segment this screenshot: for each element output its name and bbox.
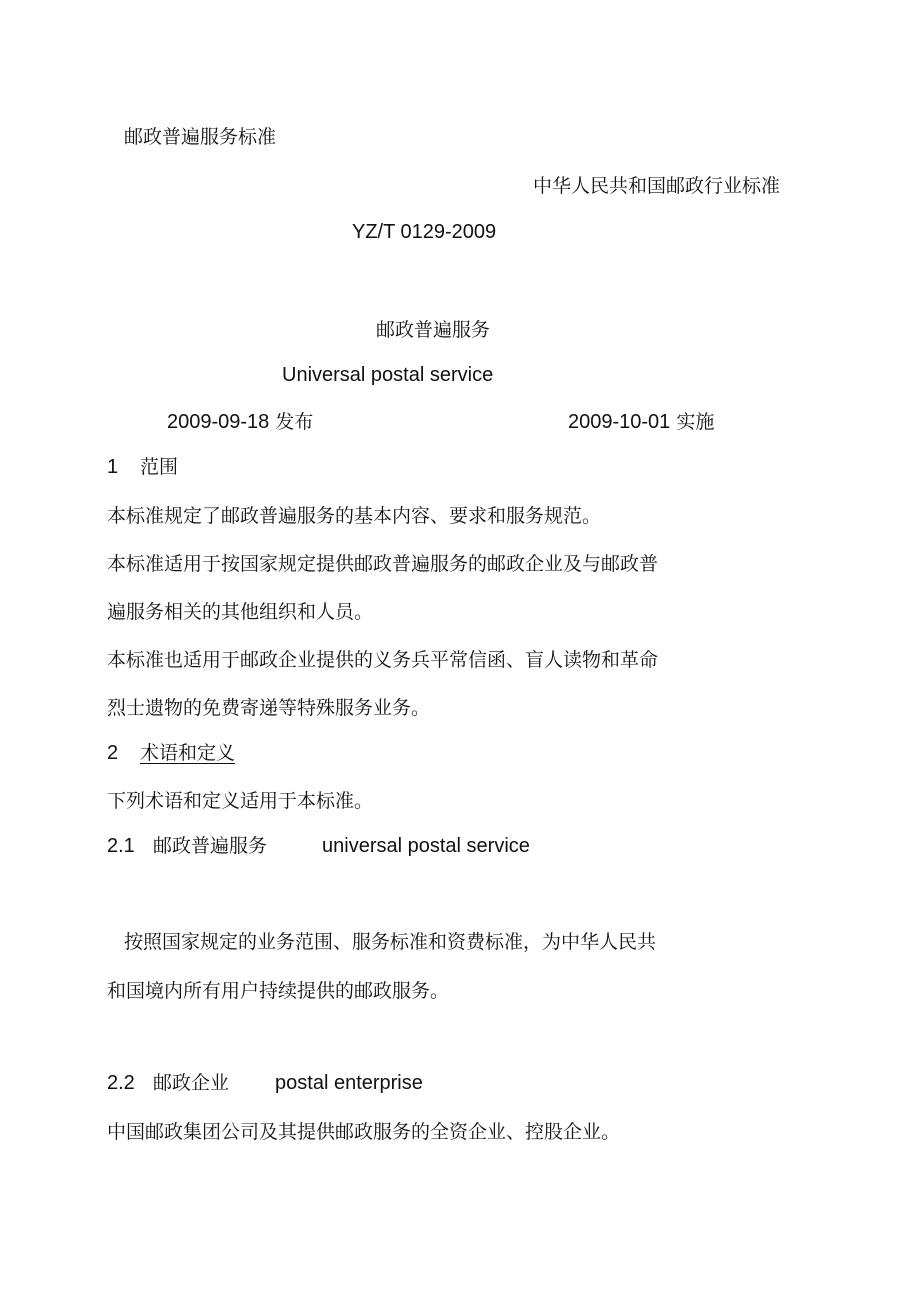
- term-2-2-number: 2.2: [107, 1072, 135, 1094]
- section-2-intro: 下列术语和定义适用于本标准。: [107, 790, 374, 812]
- section-1-paragraph-2-line-2: 遍服务相关的其他组织和人员。: [107, 601, 374, 623]
- effective-date-line: [568, 409, 714, 435]
- term-2-2-heading: [107, 1070, 423, 1096]
- document-short-title: 邮政普遍服务标准: [124, 126, 277, 148]
- term-2-2-chinese: 邮政企业: [153, 1072, 230, 1094]
- term-2-1-definition-line-2: 和国境内所有用户持续提供的邮政服务。: [107, 980, 450, 1002]
- term-2-1-english: universal postal service: [322, 835, 530, 857]
- effective-label: 实施: [676, 411, 715, 433]
- section-1-number: 1: [107, 456, 119, 478]
- section-1-paragraph-3-line-2: 烈士遗物的免费寄递等特殊服务业务。: [107, 697, 431, 719]
- section-1-paragraph-3-line-1: 本标准也适用于邮政企业提供的义务兵平常信函、盲人读物和革命: [107, 649, 659, 671]
- title-english: Universal postal service: [282, 364, 494, 386]
- term-2-2-definition-line-1: 中国邮政集团公司及其提供邮政服务的全资企业、控股企业。: [107, 1121, 621, 1143]
- section-1-heading: [107, 454, 178, 480]
- term-2-1-heading: [107, 833, 530, 859]
- term-2-1-number: 2.1: [107, 835, 135, 857]
- term-2-2-english: postal enterprise: [275, 1072, 423, 1094]
- industry-standard-label: 中华人民共和国邮政行业标准: [533, 175, 781, 197]
- issue-label: 发布: [275, 411, 314, 433]
- section-1-paragraph-2-line-1: 本标准适用于按国家规定提供邮政普遍服务的邮政企业及与邮政普: [107, 553, 659, 575]
- term-2-1-definition-line-1: 按照国家规定的业务范围、服务标准和资费标准，为中华人民共: [124, 931, 657, 953]
- effective-date: 2009-10-01: [568, 411, 671, 433]
- section-2-title: 术语和定义: [140, 742, 236, 764]
- issue-date: 2009-09-18: [167, 411, 270, 433]
- standard-code: YZ/T 0129-2009: [352, 221, 497, 243]
- title-chinese: 邮政普遍服务: [376, 319, 491, 341]
- term-2-1-chinese: 邮政普遍服务: [153, 835, 268, 857]
- issue-date-line: [167, 409, 313, 435]
- section-1-title: 范围: [140, 456, 179, 478]
- section-2-number: 2: [107, 742, 119, 764]
- section-1-paragraph-1: 本标准规定了邮政普遍服务的基本内容、要求和服务规范。: [107, 505, 602, 527]
- section-2-heading: [107, 740, 235, 766]
